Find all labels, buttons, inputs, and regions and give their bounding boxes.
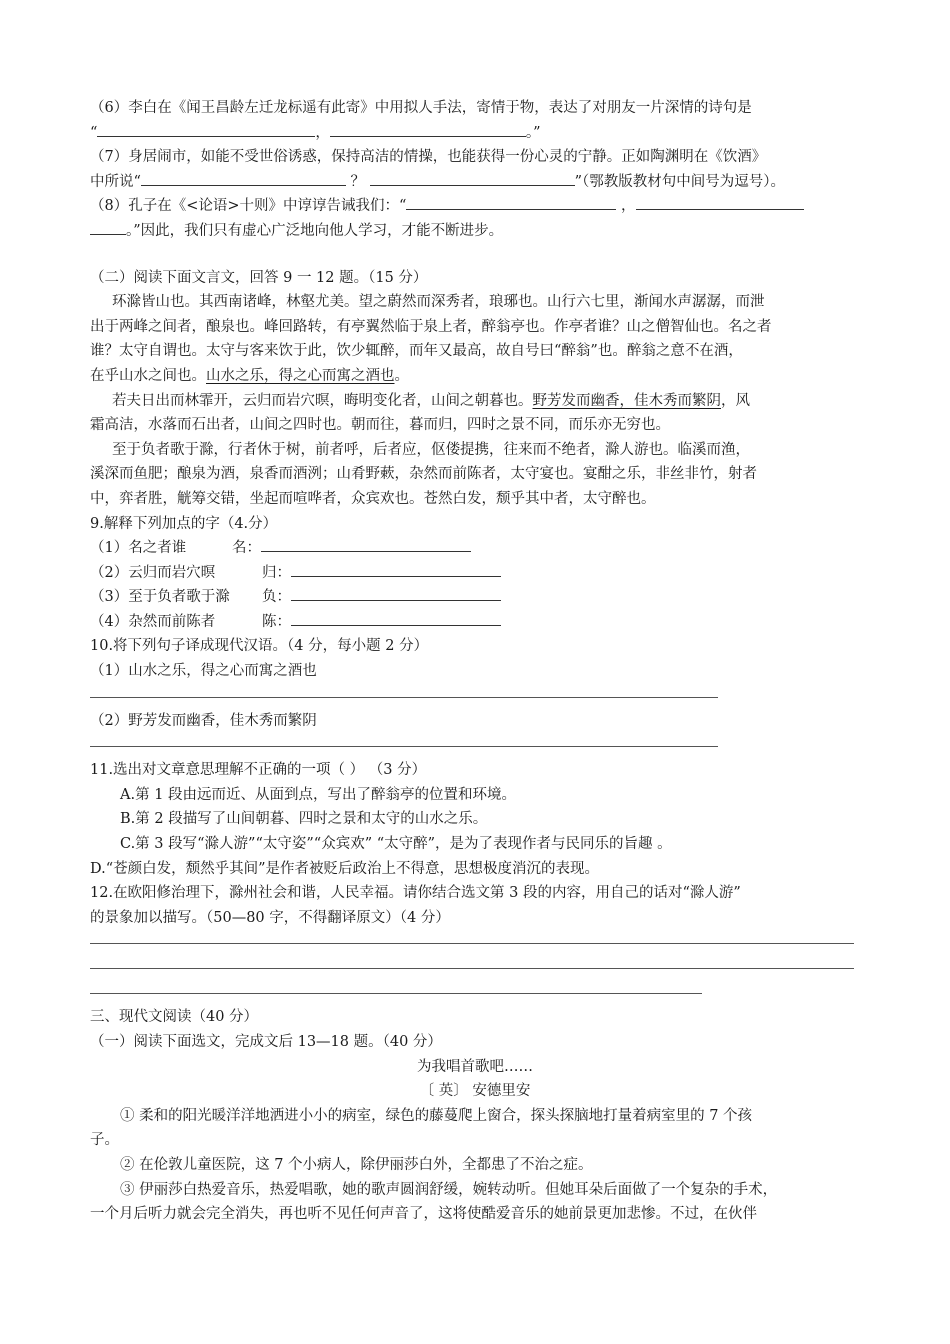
close-quote: 。” bbox=[525, 124, 541, 141]
q10-sentence-2: （2）野芳发而幽香，佳木秀而繁阴 bbox=[90, 712, 317, 729]
passage-p2-line1 bbox=[90, 389, 860, 414]
passage-p1-line4 bbox=[90, 364, 860, 389]
q9-item-text: （3）至于负者歌于滁 bbox=[90, 589, 230, 606]
q9-item-key: 陈： bbox=[262, 613, 291, 630]
q11-option-a[interactable]: A.第 1 段由远而近、从面到点，写出了醉翁亭的位置和环境。 bbox=[120, 786, 517, 803]
q11-title: 11.选出对文章意思理解不正确的一项（ ） （3 分） bbox=[90, 762, 427, 779]
passage-p2-line2: 霜高洁，水落而石出者，山间之四时也。朝而往，暮而归，四时之景不同，而乐亦无穷也。 bbox=[90, 417, 670, 434]
passage-p3-line1: 至于负者歌于滁，行者休于树，前者呼，后者应，伛偻提携，往来而不绝者，滁人游也。临溪而渔， bbox=[112, 441, 750, 458]
article-p3-line2: 一个月后听力就会完全消失，再也听不见任何声音了，这将使酷爱音乐的她前景更加悲惨。不过，在伙伴 bbox=[90, 1206, 757, 1223]
article-p1-line1: ① 柔和的阳光暖洋洋地洒进小小的病室，绿色的藤蔓爬上窗合，探头探脑地打量着病室里的 7 个孩 bbox=[120, 1107, 753, 1124]
q8-comma: ， bbox=[621, 198, 636, 215]
passage-text: ，风 bbox=[721, 392, 750, 409]
passage-p1-line1: 环滁皆山也。其西南诸峰，林壑尤美。望之蔚然而深秀者，琅琊也。山行六七里，渐闻水声潺潺，而泄 bbox=[112, 294, 765, 311]
q7-line1: （7）身居闹市，如能不受世俗诱惑，保持高洁的情操，也能获得一份心灵的宁静。正如陶渊明在《饮酒》 bbox=[90, 149, 767, 166]
q9-item-key: 负： bbox=[262, 589, 291, 606]
q8-prefix: （8）孔子在《<论语>十则》中谆谆告诫我们：“ bbox=[90, 198, 407, 215]
q11-option-c[interactable]: C.第 3 段写“滁人游”“太守姿”“众宾欢” “太守醉”，是为了表现作者与民同乐的旨趣 。 bbox=[120, 836, 672, 853]
q7-qmark: ？ bbox=[350, 173, 366, 190]
q7-prefix: 中所说“ bbox=[90, 173, 141, 190]
q7-suffix: ”（鄂教版教材句中间号为逗号）。 bbox=[574, 173, 786, 190]
q7-blank-1[interactable] bbox=[141, 170, 346, 186]
q8-blank-1[interactable] bbox=[406, 194, 616, 210]
q8-blank-2b[interactable] bbox=[90, 219, 126, 235]
q12-answer-line-1[interactable] bbox=[90, 930, 854, 944]
article-title: 为我唱首歌吧…… bbox=[417, 1058, 533, 1075]
q9-item bbox=[90, 561, 860, 586]
q6-line2 bbox=[90, 121, 860, 146]
passage-p1-line2: 出于两峰之间者，酿泉也。峰回路转，有亭翼然临于泉上者，醉翁亭也。作亭者谁？山之僧智仙也。名之者 bbox=[90, 318, 772, 335]
article-p1-line2: 子。 bbox=[90, 1132, 119, 1149]
q9-item-key: 归： bbox=[262, 564, 291, 581]
q12-answer-line-2[interactable] bbox=[90, 955, 854, 969]
open-quote: “ bbox=[90, 124, 98, 141]
q12-line1: 12.在欧阳修治理下，滁州社会和谐，人民幸福。请你结合选文第 3 段的内容，用自己的话对“滁人游” bbox=[90, 885, 741, 902]
q11-option-d[interactable]: D.“苍颜白发，颓然乎其间”是作者被贬后政治上不得意，思想极度消沉的表现。 bbox=[90, 860, 600, 877]
q12-line2: 的景象加以描写。（50—80 字，不得翻译原文）（4 分） bbox=[90, 909, 450, 926]
article-author: 〔 英〕 安德里安 bbox=[419, 1083, 531, 1100]
q10-answer-line-1[interactable] bbox=[90, 684, 718, 698]
q6-blank-2[interactable] bbox=[330, 121, 526, 137]
passage-p3-line3: 中，弈者胜，觥筹交错，坐起而喧哗者，众宾欢也。苍然白发，颓乎其中者，太守醉也。 bbox=[90, 490, 656, 507]
q6-line1: （6）李白在《闻王昌龄左迁龙标遥有此寄》中用拟人手法，寄情于物，表达了对朋友一片深情的诗句是 bbox=[90, 100, 752, 116]
passage-text: 若夫日出而林霏开，云归而岩穴暝，晦明变化者，山间之朝暮也。 bbox=[112, 392, 533, 409]
q9-item-text: （4）杂然而前陈者 bbox=[90, 613, 216, 630]
q10-answer-line-2[interactable] bbox=[90, 733, 718, 747]
q8-blank-2a[interactable] bbox=[636, 194, 804, 210]
q6-blank-1[interactable] bbox=[97, 121, 315, 137]
q10-title: 10.将下列句子译成现代汉语。（4 分，每小题 2 分） bbox=[90, 638, 429, 655]
section3-sub: （一）阅读下面选文，完成文后 13—18 题。（40 分） bbox=[90, 1034, 442, 1050]
q9-item bbox=[90, 536, 860, 561]
q9-blank-4[interactable] bbox=[291, 610, 501, 626]
q9-item bbox=[90, 610, 860, 635]
q9-item-text: （2）云归而岩穴暝 bbox=[90, 564, 216, 581]
q9-item-key: 名： bbox=[232, 540, 261, 557]
section2-heading: （二）阅读下面文言文，回答 9 一 12 题。（15 分） bbox=[90, 269, 428, 286]
passage-p3-line2: 溪深而鱼肥；酿泉为酒，泉香而酒洌；山肴野蔌，杂然而前陈者，太守宴也。宴酣之乐，非丝非竹，射者 bbox=[90, 466, 757, 483]
q6-comma: ， bbox=[315, 124, 330, 141]
exam-page bbox=[90, 96, 860, 1227]
passage-p1-line3: 谁？太守自谓也。太守与客来饮于此，饮少辄醉，而年又最高，故自号曰“醉翁”也。醉翁之意不在酒， bbox=[90, 343, 743, 360]
underlined-sentence-2: 野芳发而幽香，佳木秀而繁阴 bbox=[532, 392, 721, 409]
q7-line2 bbox=[90, 170, 860, 195]
q11-option-b[interactable]: B.第 2 段描写了山间朝暮、四时之景和太守的山水之乐。 bbox=[120, 811, 488, 828]
q9-blank-2[interactable] bbox=[291, 561, 501, 577]
q9-item-text: （1）名之者谁 bbox=[90, 540, 187, 557]
q8-suffix: 。”因此，我们只有虚心广泛地向他人学习，才能不断进步。 bbox=[126, 222, 504, 239]
q7-blank-2[interactable] bbox=[370, 170, 575, 186]
q12-answer-line-3[interactable] bbox=[90, 980, 702, 994]
section3-heading: 三、现代文阅读（40 分） bbox=[90, 1009, 259, 1026]
q8-line1 bbox=[90, 194, 860, 219]
q9-item bbox=[90, 585, 860, 610]
passage-text: 。 bbox=[394, 367, 409, 384]
q8-line2 bbox=[90, 219, 860, 244]
underlined-sentence-1: 山水之乐，得之心而寓之酒也 bbox=[206, 367, 395, 384]
q9-blank-3[interactable] bbox=[291, 585, 501, 601]
q9-blank-1[interactable] bbox=[261, 536, 471, 552]
article-p2: ② 在伦敦儿童医院，这 7 个小病人，除伊丽莎白外，全都患了不治之症。 bbox=[120, 1156, 593, 1173]
article-p3-line1: ③ 伊丽莎白热爱音乐，热爱唱歌，她的歌声圆润舒缓，婉转动听。但她耳朵后面做了一个复杂的手术， bbox=[120, 1181, 778, 1198]
q9-title: 9.解释下列加点的字（4.分） bbox=[90, 515, 278, 532]
q10-sentence-1: （1）山水之乐，得之心而寓之酒也 bbox=[90, 663, 317, 680]
passage-text: 在乎山水之间也。 bbox=[90, 367, 206, 384]
